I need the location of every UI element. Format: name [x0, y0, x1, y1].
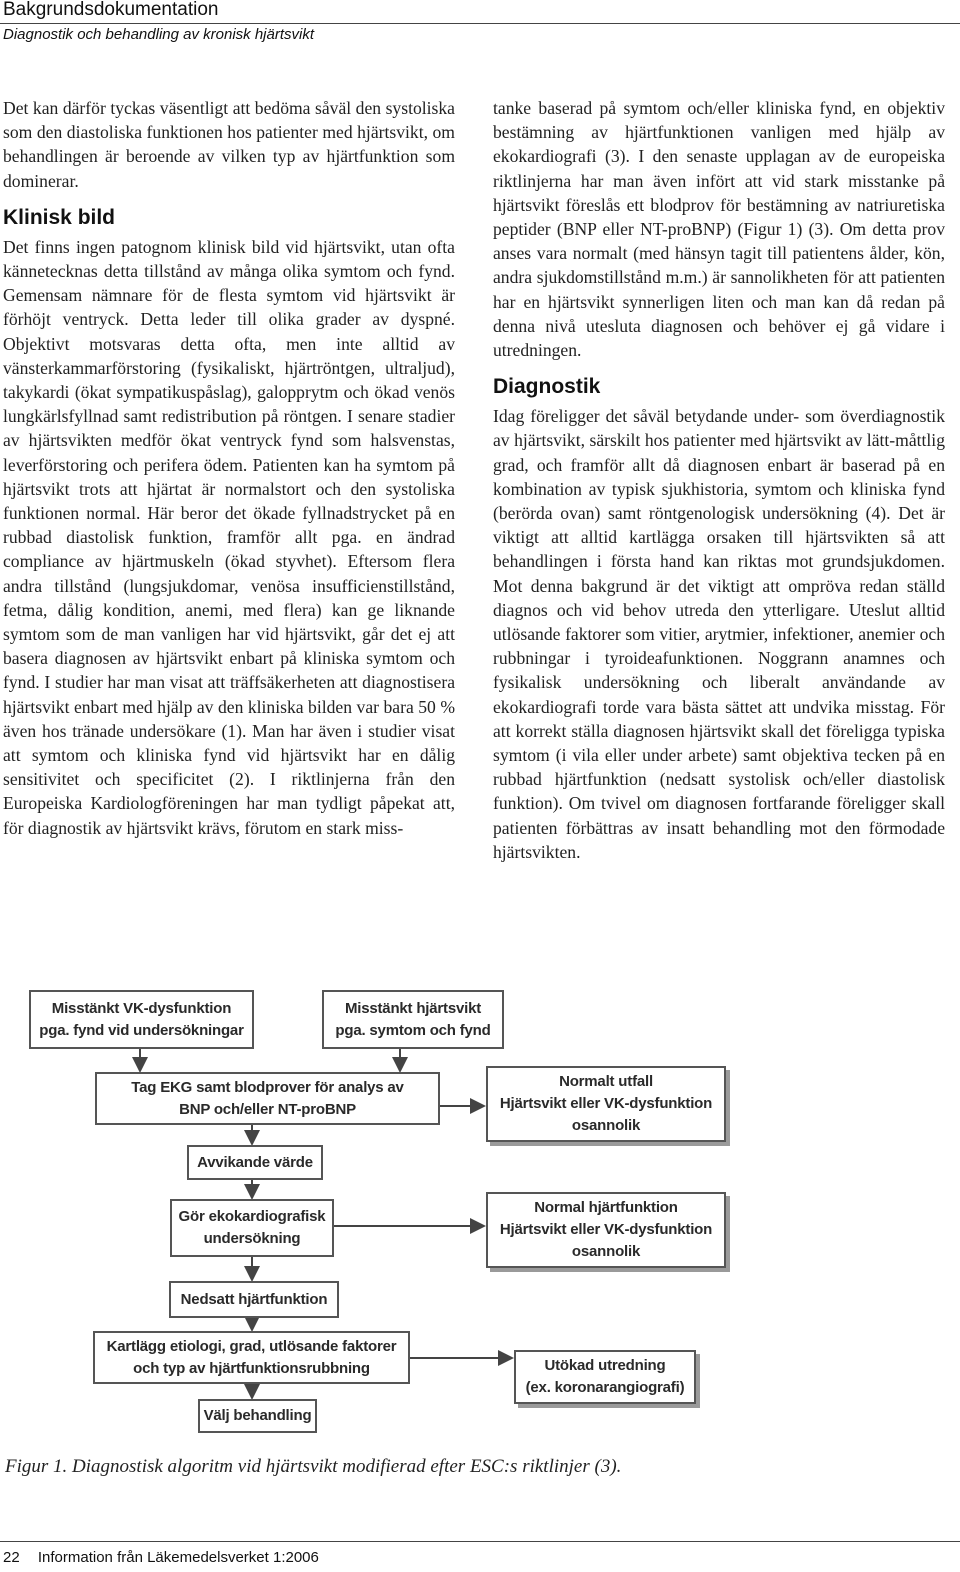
right-column [493, 96, 945, 864]
flow-box-normal-heart-function: Normal hjärtfunktion Hjärtsvikt eller VK-dysfunktion osannolik [486, 1192, 726, 1268]
flow-box-suspected-vk-dysfunction: Misstänkt VK-dysfunktion pga. fynd vid undersökningar [29, 990, 254, 1049]
right-intro-paragraph: tanke baserad på symtom och/eller kliniska fynd, en objektiv bestämning av hjärtfunktionen vanligen med hjälp av ekokardiografi (3). I den senaste upplagan av de europeiska riktlinjerna har man även infört att vid stark misstanke på hjärtsvikt föreslås ett blodprov för bestämning av natriuretiska peptider (BNP eller NT-proBNP) (Figur 1) (3). Om detta prov anses vara normalt (med hänsyn tagit till patientens ålder, kön, andra sjukdomstillstånd m.m.) är sannolikheten för att patienten har en hjärtsvikt synnerligen liten och man kan då redan på denna nivå utesluta diagnosen och behöver ej gå vidare i utredningen. [493, 98, 945, 361]
page-number: 22 [3, 1549, 20, 1566]
flow-box-ekg-bnp: Tag EKG samt blodprover för analys av BNP och/eller NT-proBNP [95, 1072, 440, 1125]
flow-box-suspected-heart-failure: Misstänkt hjärtsvikt pga. symtom och fynd [322, 990, 504, 1049]
publication-name: Information från Läkemedelsverket 1:2006 [37, 1549, 319, 1566]
running-header-title: Bakgrundsdokumentation [3, 0, 219, 20]
flow-box-normal-result: Normalt utfall Hjärtsvikt eller VK-dysfunktion osannolik [486, 1066, 726, 1142]
section-heading-diagnostik: Diagnostik [493, 375, 601, 399]
running-header-subtitle: Diagnostik och behandling av kronisk hjärtsvikt [3, 26, 314, 43]
header-rule [0, 23, 960, 24]
figure-caption: Figur 1. Diagnostisk algoritm vid hjärtsvikt modifierad efter ESC:s riktlinjer (3). [5, 1456, 622, 1477]
right-body-paragraph: Idag föreligger det såväl betydande under- som överdiagnostik av hjärtsvikt, särskilt hos patienter med hjärtsvikt av lätt-måttlig grad, och framför allt då diagnosen enbart är baserad på en kombination av typisk sjukhistoria, symtom och kliniska fynd (berörda ovan) samt röntgenologisk undersökning (4). Det är viktigt att alltid kartlägga orsaken till hjärtsvikten så att behandlingen i första hand kan riktas mot grundsjukdomen. Mot denna bakgrund är det viktigt att ompröva redan ställd diagnos och vid behov utreda den ytterligare. Uteslut alltid utlösande faktorer som vitier, arytmier, infektioner, anemier och rubbningar i tyroideafunktionen. Noggrann anamnes och fysikalisk undersökning och liberalt användande av ekokardiografi torde vara bästa sättet att undvika misstag. För att korrekt ställa diagnosen hjärtsvikt skall det föreligga typiska symtom (i vila eller under arbete) samt objektiva tecken på en rubbad hjärtfunktion (nedsatt systolisk och/eller diastolisk funktion). Om tvivel om diagnosen fortfarande föreligger skall patienten förbättras av insatt behandling mot den förmodade hjärtsvikten. [493, 406, 945, 862]
flow-box-echocardiography: Gör ekokardiografisk undersökning [170, 1199, 334, 1257]
left-body-paragraph: Det finns ingen patognom klinisk bild vid hjärtsvikt, utan ofta kännetecknas detta tillstånd av många olika symtom och fynd. Gemensam nämnare för de flesta symtom vid hjärtsvikt är förhöjt ventryck. Detta leder till olika grader av dyspné. Objektivt motsvaras detta ofta, men inte alltid av vänsterkammarförstoring (fysikaliskt, hjärtröntgen, ultraljud), takykardi (ökat sympatikuspåslag), galopprytm och ökad venös lungkärlsfyllnad samt redistribution på röntgen. I senare stadier av hjärtsvikten medför ökat ventryck fynd som halsvenstas, leverförstoring och perifera ödem. Patienten kan ha symtom på hjärtsvikt trots att hjärtat är normalstort och den systoliska funktionen normal. Här beror det ökade fyllnadstrycket på en rubbad diastolisk funktion, framför allt pga. en ändrad compliance av hjärtmuskeln (ökad styvhet). Eftersom flera andra tillstånd (lungsjukdomar, venösa insufficienstillstånd, fetma, dålig kondition, anemi, med flera) kan ge liknande symtom som de man vanligen har vid hjärtsvikt, går det ej att basera diagnosen av hjärtsvikt enbart på kliniska symtom och fynd. I studier har man visat att träffsäkerheten att diagnostisera hjärtsvikt enbart med hjälp av den kliniska bilden var bara 50 % även hos tränade undersökare (1). Man har även i studier visat att symtom och kliniska fynd vid hjärtsvikt har en dålig sensitivitet och specificitet (2). I riktlinjerna från den Europeiska Kardiologföreningen har man tydligt påpekat att, för diagnostik av hjärtsvikt krävs, förutom en stark miss- [3, 236, 455, 838]
flow-box-etiology-mapping: Kartlägg etiologi, grad, utlösande faktorer och typ av hjärtfunktionsrubbning [93, 1331, 410, 1384]
flow-box-reduced-heart-function: Nedsatt hjärtfunktion [169, 1281, 339, 1318]
footer-rule [0, 1541, 960, 1542]
page-footer [3, 1549, 319, 1566]
left-column [3, 96, 455, 840]
flow-box-abnormal-value: Avvikande värde [187, 1145, 323, 1180]
left-intro-paragraph: Det kan därför tyckas väsentligt att bedöma såväl den systoliska som den diastoliska funktionen hos patienter med hjärtsvikt, om behandlingen är beroende av vilken typ av hjärtfunktion som dominerar. [3, 98, 455, 191]
section-heading-klinisk-bild: Klinisk bild [3, 205, 116, 229]
flow-box-extended-investigation: Utökad utredning (ex. koronarangiografi) [514, 1350, 696, 1404]
flow-box-choose-treatment: Välj behandling [198, 1399, 317, 1433]
